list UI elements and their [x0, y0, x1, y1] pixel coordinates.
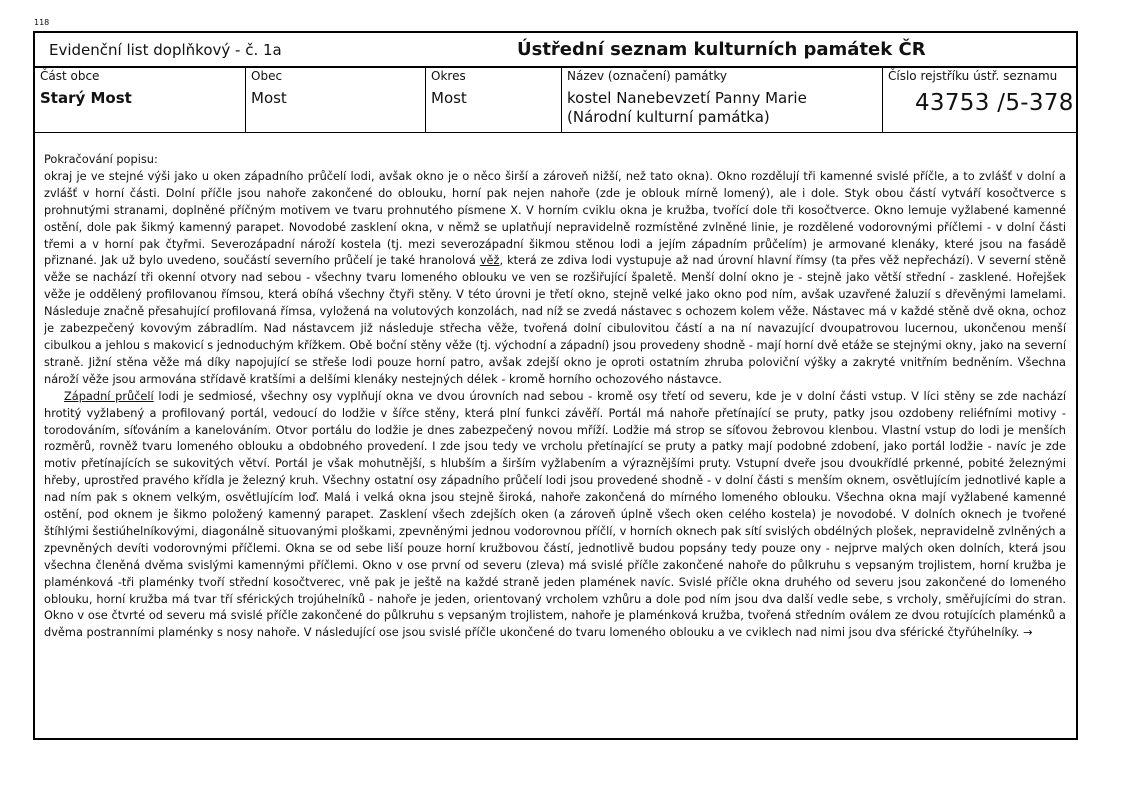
district-cell — [426, 66, 562, 132]
description-paragraph — [44, 151, 1066, 388]
municipality-label: Obec — [251, 69, 283, 83]
record-sheet — [33, 31, 1078, 740]
municipality-cell — [246, 66, 426, 132]
page-number: 118 — [34, 18, 50, 27]
description-text-part: okraj je ve stejné výši jako u oken západního průčelí lodi, avšak okno je o něco širší a zároveň nižší, než tato okna). Okno rozdělují tři kamenné svislé příčle, a to zvlášť v dolní a zvlášť v horní části. Dolní příčle jsou nahoře zakončené do oblouku, horní pak nejen nahoře (zde je oblouk mírně lomený), ale i dole. Styk obou částí vytváří kosočtverce s prohnutými stranami, doplněné příčným motivem ve tvaru prohnutého písmene X. V horním cviklu okna je kružba, tvořící dole tři kosočtverce. Okno lemuje vyžlabené kamenné ostění, dole pak šikmý kamenný parapet. Novodobé zasklení okna, v němž se uplatňují nepravidelně rozmístěné zvlněné linie, je rozdělené vodorovnými příčlemi - v dolní části třemi a v horní pak čtyřmi. Severozápadní nároží kostela (tj. mezi severozápadní šikmou stěnou lodi a jejím západním průčelím) je armované klenáky, které jsou na fasádě přiznané. Jak už bylo uvedeno, součástí severního průčelí je také hranolová — [44, 168, 1066, 268]
district-label: Okres — [431, 69, 466, 83]
tower-term: věž — [479, 253, 500, 268]
continuation-heading: Pokračování popisu: — [44, 152, 158, 166]
part-of-municipality-value: Starý Most — [40, 89, 132, 107]
west-facade-term: Západní průčelí — [64, 388, 154, 403]
registry-number-label: Číslo rejstříku ústř. seznamu — [888, 69, 1058, 83]
fields-row — [35, 66, 1076, 133]
district-value: Most — [431, 89, 467, 107]
form-type: Evidenční list doplňkový - č. 1a — [49, 41, 282, 59]
monument-name-cell — [562, 66, 883, 132]
description-text — [44, 151, 1066, 641]
registry-number-cell — [883, 66, 1076, 132]
header-row — [35, 33, 1076, 68]
part-of-municipality-label: Část obce — [40, 69, 100, 83]
description-text-part: lodi je sedmiosé, všechny osy vyplňují okna ve dvou úrovních nad sebou - kromě osy třetí od severu, kde je v dolní části vstup. V líci stěny se zde nachází hrotitý vyžlabený a profilovaný portál, vedoucí do lodžie v šířce stěny, která plní funkci závěří. Portál má nahoře přetínající se pruty, patky jsou ozdobeny reliéfními motivy - torodováním, síťováním a kanelováním. Otvor portálu do lodžie je dnes zabezpečený novou mříží. Lodžie má strop se síťovou žebrovou klenbou. Vlastní vstup do lodi je menších rozměrů, rovněž tvaru lomeného oblouku a obdobného provedení. I zde jsou tedy ve vrcholu přetínající se pruty a patky mají podobné zdobení, jako portál lodžie - navíc je zde motiv přetínajících se sukovitých větví. Portál je však mohutnější, s hlubším a širším vyžlabením a výraznějšími pruty. Vstupní dveře jsou dvoukřídlé prkenné, pobité železnými hřeby, uprostřed pravého křídla je železný kruh. Všechny ostatní osy západního průčelí lodi jsou provedené shodně - v dolní části s menším oknem, osvětlujícím jednotlivé kaple a nad ním pak s oknem velkým, osvětlujícím loď. Malá i velká okna jsou stejně široká, nahoře zakončená do mírného lomeného oblouku. Všechna okna mají vyžlabené kamenné ostění, pod oknem je šikmo položený kamenný parapet. Zasklení všech zdejších oken (a zároveň úplně všech oken celého kostela) je novodobé. V dolních oknech je tvořené štíhlými šestiúhelníkovými, diagonálně situovanými ploškami, zpevněnými jednou vodorovnou příčlí, v horních oknech pak sítí svislých obdélných plošek, nepravidelně zvlněných a zpevněných devíti vodorovnými příčlemi. Okna se od sebe liší pouze horní kružbovou částí, jednotlivě budou popsány tedy pouze ony - nejprve malých oken dolních, která jsou všechna členěná dvěma svislými kamennými příčlemi. Okno v ose první od severu (zleva) má svislé příčle zakončené nahoře do půlkruhu s vepsaným trojlistem, horní kružba je plaménková -tři plaménky tvoří střední kosočtverec, vně pak je ještě na každé straně jeden plamének navíc. Svislé příčle okna druhého od severu jsou zakončené do lomeného oblouku, horní kružba má tvar tří sférických trojúhelníků - nahoře je jeden, orientovaný vrcholem vzhůru a dole pod ním jsou dva další vedle sebe, s vrcholy, směřujícími do stran. Okno v ose čtvrté od severu má svislé příčle zakončené do půlkruhu s vepsaným trojlistem, nahoře je plaménková kružba, tvořená středním oválem ze dvou rotujících plaménků a dvěma postranními plaménky s nosy nahoře. V následující ose jsou svislé příčle ukončené do tvaru lomeného oblouku a ve cviklech nad nimi jsou dva sférické čtyřúhelníky. → — [44, 388, 1066, 640]
description-paragraph — [44, 388, 1066, 642]
description-text-part: , která ze zdiva lodi vystupuje až nad úrovní hlavní římsy (ta přes věž nepřechází). V severní stěně věže se nachází tři okenní otvory nad sebou - všechny tvaru lomeného oblouku ve ven se rozšiřující špaletě. Menší dolní okno je - stejně jako větší střední - zasklené. Hořejšek věže je oddělený profilovanou římsou, která obíhá všechny čtyři stěny. V této úrovni je třetí okno, stejně velké jako okno pod ním, avšak uzavřené žaluzií s dřevěnými lamelami. Následuje značně přesahující profilovaná římsa, vyložená na volutových konzolách, nad níž se zvedá nástavec s ochozem kolem věže. Nástavec má v každé stěně dvě okna, ochoz je zabezpečený kovovým zábradlím. Nad nástavcem již následuje střecha věže, tvořená dolní cibulovitou částí a na ní navazující dvoupatrovou lucernou, ukončenou menší cibulkou a jehlou s makovicí s jednoduchým křížkem. Obě boční stěny věže (tj. východní a západní) jsou provedeny shodně - mají horní dvě etáže se stejnými okny, jako na severní straně. Jižní stěna věže má díky napojující se střeše lodi pouze horní patro, avšak zdejší okno je oproti ostatním zhruba poloviční výšky a zakryté vnitřním bedněním. Všechna nároží věže jsou armována střídavě kratšími a delšími klenáky nestejných délek - kromě horního ochozového nástavce. — [44, 253, 1066, 386]
monument-name-value: kostel Nanebevzetí Panny Marie (Národní kulturní památka) — [567, 89, 807, 126]
monument-name-label: Název (označení) památky — [567, 69, 727, 83]
municipality-value: Most — [251, 89, 287, 107]
part-of-municipality-cell — [35, 66, 246, 132]
registry-title: Ústřední seznam kulturních památek ČR — [517, 39, 926, 60]
registry-number-value: 43753 /5-378 — [915, 90, 1074, 116]
